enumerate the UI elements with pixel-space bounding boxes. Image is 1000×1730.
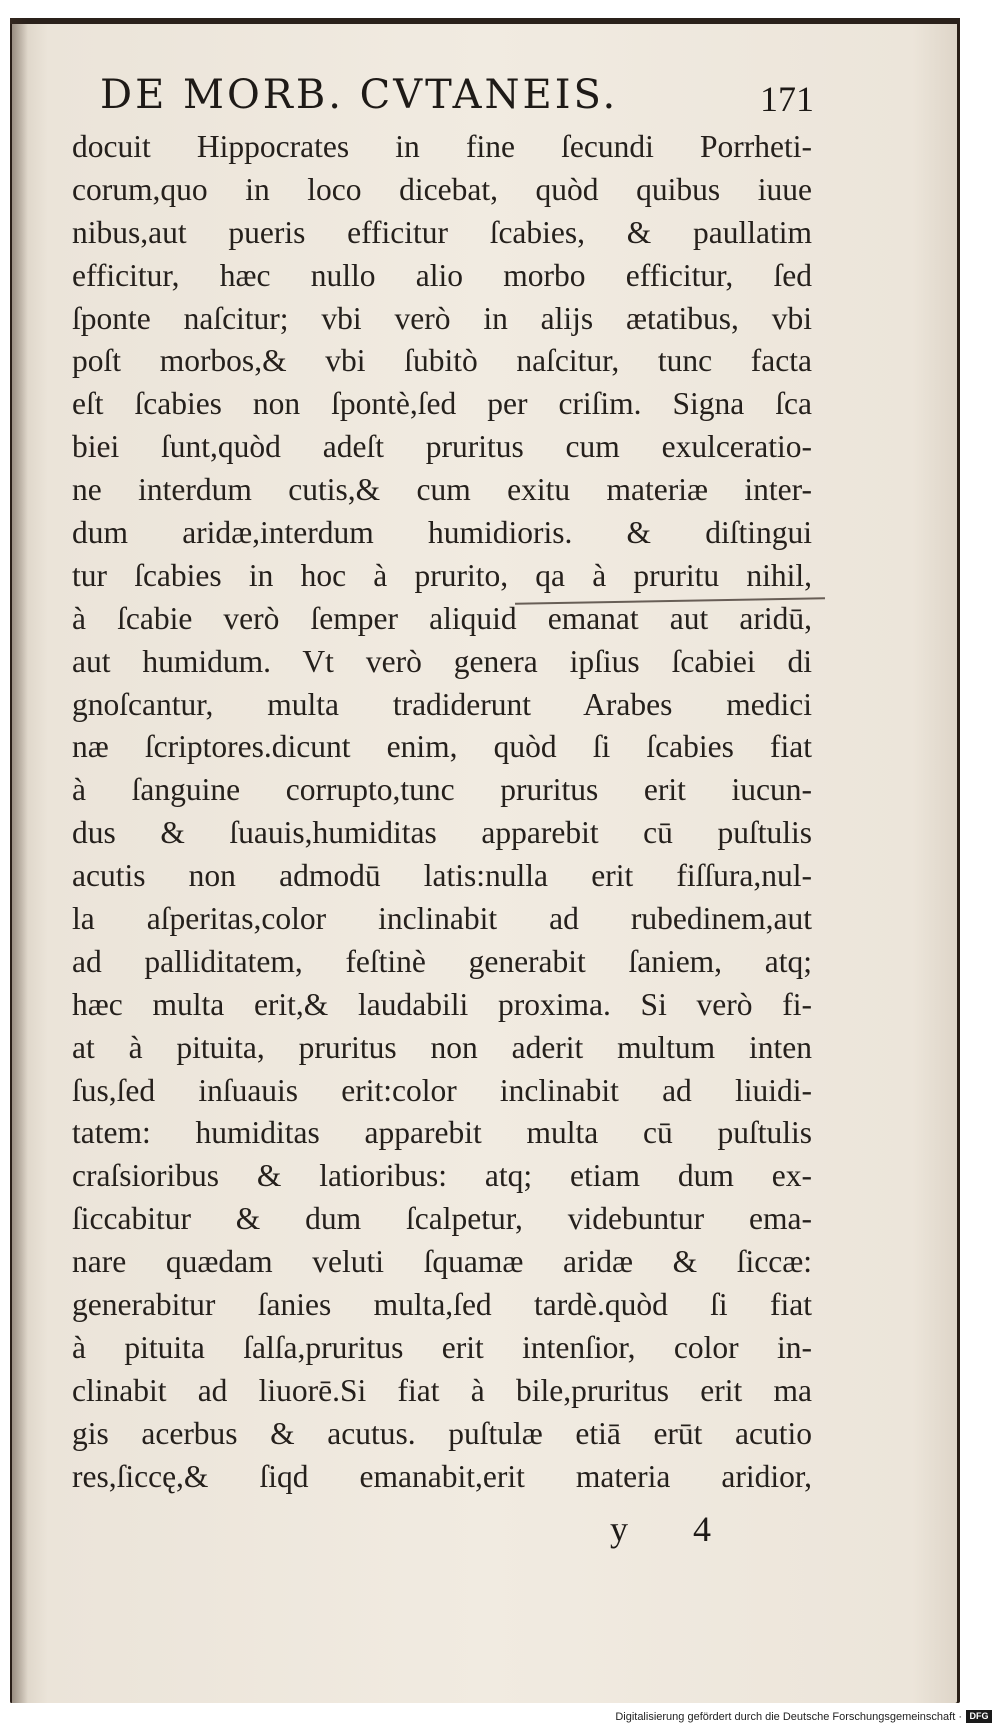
text-line: aut humidum. Vt verò genera ipſius ſcabiei di <box>72 643 812 679</box>
text-line: næ ſcriptores.dicunt enim, quòd ſi ſcabies fiat <box>72 729 812 765</box>
text-line: à ſcabie verò ſemper aliquid emanat aut aridū, <box>72 600 812 636</box>
text-line: tur ſcabies in hoc à prurito, qa à pruritu nihil, <box>72 557 812 593</box>
text-line: ad palliditatem, feſtinè generabit ſaniem, atq; <box>72 943 812 979</box>
page-number: 171 <box>760 79 814 119</box>
text-line: la aſperitas,color inclinabit ad rubedinem,aut <box>72 901 812 937</box>
text-line: efficitur, hæc nullo alio morbo efficitur, ſed <box>72 257 812 293</box>
text-line: nibus,aut pueris efficitur ſcabies, & paullatim <box>72 214 812 250</box>
text-line: tatem: humiditas apparebit multa cū puſtulis <box>72 1115 812 1151</box>
text-line: docuit Hippocrates in fine ſecundi Porrheti- <box>72 129 812 164</box>
text-line: clinabit ad liuorē.Si fiat à bile,pruritus erit ma <box>72 1372 812 1408</box>
text-line: corum,quo in loco dicebat, quòd quibus iuue <box>72 171 812 207</box>
text-line: craſsioribus & latioribus: atq; etiam dum ex- <box>72 1158 812 1194</box>
text-line: poſt morbos,& vbi ſubitò naſcitur, tunc facta <box>72 343 812 379</box>
text-line: à ſanguine corrupto,tunc pruritus erit iucun- <box>72 772 812 808</box>
dfg-logo: DFG <box>966 1710 992 1723</box>
text-line: nare quædam veluti ſquamæ aridæ & ſiccæ: <box>72 1244 812 1280</box>
text-line: à pituita ſalſa,pruritus erit intenſior, color in- <box>72 1329 812 1365</box>
digitization-credit: Digitalisierung gefördert durch die Deutsche Forschungsgemeinschaft · <box>615 1711 962 1723</box>
body-text <box>72 126 812 1499</box>
text-line: gis acerbus & acutus. puſtulæ etiā erūt acutio <box>72 1415 812 1451</box>
text-line: dum aridæ,interdum humidioris. & diſtingui <box>72 515 812 551</box>
text-line: eſt ſcabies non ſpontè,ſed per criſim. Signa ſca <box>72 386 812 422</box>
text-line: res,ſiccę,& ſiqd emanabit,erit materia aridior, <box>72 1458 812 1494</box>
text-line: gnoſcantur, multa tradiderunt Arabes medici <box>72 686 812 722</box>
text-line: ſponte naſcitur; vbi verò in alijs ætatibus, vbi <box>72 300 812 336</box>
signature-mark: y 4 <box>610 1509 739 1549</box>
text-line: biei ſunt,quòd adeſt pruritus cum exulceratio- <box>72 429 812 465</box>
text-line: dus & ſuauis,humiditas apparebit cū puſtulis <box>72 815 812 851</box>
text-line: ſiccabitur & dum ſcalpetur, videbuntur ema- <box>72 1201 812 1237</box>
text-line: acutis non admodū latis:nulla erit fiſſura,nul- <box>72 858 812 894</box>
text-line: at à pituita, pruritus non aderit multum inten <box>72 1029 812 1065</box>
text-line: hæc multa erit,& laudabili proxima. Si verò fi- <box>72 986 812 1022</box>
text-line: ſus,ſed inſuauis erit:color inclinabit ad liuidi- <box>72 1072 812 1108</box>
text-line: ne interdum cutis,& cum exitu materiæ inter- <box>72 472 812 508</box>
running-title: DE MORB. CVTANEIS. <box>100 72 619 118</box>
spine-shadow <box>10 18 28 1703</box>
text-line: generabitur ſanies multa,ſed tardè.quòd ſi fiat <box>72 1287 812 1323</box>
